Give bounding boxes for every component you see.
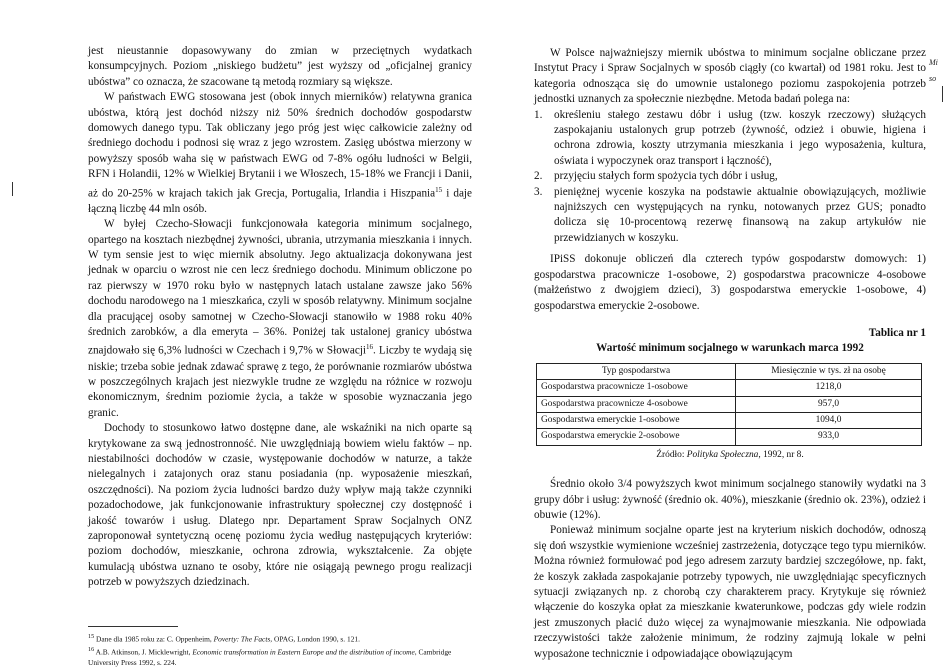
table-row — [537, 412, 922, 428]
header-monthly-value: Miesięcznie w tys. zł na osobę — [736, 363, 922, 379]
right-column — [534, 46, 926, 662]
table-cell: Gospodarstwa emeryckie 1-osobowe — [537, 412, 736, 428]
footnote-ref-16: 16 — [366, 343, 374, 352]
table-cell: Gospodarstwa pracownicze 1-osobowe — [537, 380, 736, 396]
header-household-type: Typ gospodarstwa — [537, 363, 736, 379]
table-header-row — [537, 363, 922, 379]
table-cell: Gospodarstwa pracownicze 4-osobowe — [537, 396, 736, 412]
margin-note-top: Mi — [929, 58, 938, 67]
table-cell: Gospodarstwa emeryckie 2-osobowe — [537, 429, 736, 445]
left-paragraph-1: jest nieustannie dopasowywany do zmian w przeciętnych wydatkach konsumpcyjnych. Poziom „niskiego budżetu” jest wyższy od „oficjalnej granicy ubóstwa” co oznacza, że szacowane tą metodą rozmiary są większe. — [88, 45, 472, 88]
footnote-ref-15: 15 — [435, 185, 443, 194]
table-row — [537, 429, 922, 445]
table-title: Wartość minimum socjalnego w warunkach marca 1992 — [596, 342, 864, 355]
method-list — [534, 108, 926, 247]
right-paragraph-after-table-1: Średnio około 3/4 powyższych kwot minimum socjalnego stanowiły wydatki na 3 grupy dóbr i usług: żywność (średnio ok. 40%), mieszkanie (średnio ok. 23%), odzież i obuwie (12%). — [534, 478, 926, 521]
footnote-15: $^{15}$ Dane dla 1985 roku za: C. Oppenheim, Poverty: The Facts, OPAG, London 1990, s. 121. — [88, 634, 360, 644]
ipiss-paragraph: IPiSS dokonuje obliczeń dla czterech typów gospodarstw domowych: 1) gospodarstwa pracownicze 1-osobowe, 2) gospodarstwa pracownicze 4-osobowe (małżeństwo z dwojgiem dzieci), 3) gospodarstwa emeryckie 1-osobowe, 4) gospodarstwa emeryckie 2-osobowe. — [534, 253, 926, 312]
table-cell: 933,0 — [736, 429, 922, 445]
footnote-16: $^{16}$ A.B. Atkinson, J. Micklewright, Economic transformation in Eastern Europe and the distribution of income, Cambridge University Press 1992, s. 224. — [88, 647, 452, 667]
table-row — [537, 396, 922, 412]
table-cell: 957,0 — [736, 396, 922, 412]
left-paragraph-3: W byłej Czecho-Słowacji funkcjonowała kategoria minimum socjalnego, opartego na kosztach niezbędnej żywności, ubrania, utrzymania mieszkania i innych. W tym sensie jest to więc miernik absolutny. Jego aktualizacja dokonywana jest jednak w oparciu o wzrost nie cen lecz średniego dochodu. Minimum obliczone po raz pierwszy w 1970 roku było w następnych latach ustalane zawsze jako 56% dochodu narodowego na 1 mieszkańca, czyli w sposób relatywny. Minimum socjalne dla pracującej osoby samotnej w Czecho-Słowacji stanowiło w 1988 roku 40% średnich zarobków, a dla emeryta – 36%. Poniżej tak ustalonej granicy ubóstwa znajdowało się 6,3% ludności w Czechach i 9,7% w Słowacji$^{16}$. Liczby te wydają się niskie; trzeba sobie jednak zdawać sprawę z tego, że porównanie rozmiarów ubóstwa w poszczególnych krajach jest niezwykle trudne ze względu na różnice w rozwoju ekonomicznym, średnim poziomie życia, a także w sposobie wyznaczania jego granic. — [88, 218, 472, 419]
list-item: 1. określeniu stałego zestawu dóbr i usług (tzw. koszyk rzeczowy) służących zaspokajaniu ustalonych grup potrzeb (żywność, odzież i obuwie, higiena i ochrona zdrowia, koszty utrzymania mieszkania i jego wyposażenia, kultura, oświata i wypoczynek oraz transport i łączność), — [534, 108, 926, 167]
right-intro-paragraph: W Polsce najważniejszy miernik ubóstwa to minimum socjalne obliczane przez Instytut Pracy i Spraw Socjalnych w sposób ciągły (co kwartał) od 1981 roku. Jest to kategoria odnosząca się do umownie ustalonego poziomu zaspokojenia potrzeb jednostki uznanych za społecznie niezbędne. Metoda badań polega na: — [534, 47, 926, 106]
list-item: 2. przyjęciu stałych form spożycia tych dóbr i usług, — [534, 170, 778, 183]
table-cell: 1218,0 — [736, 380, 922, 396]
list-item: 3. pieniężnej wycenie koszyka na podstawie aktualnie obowiązujących, możliwie najniższych cen występujących na rynku, notowanych przez GUS; ponadto dolicza się 10-procentową rezerwę finansową na zakup artykułów nie przewidzianych w koszyku. — [534, 185, 926, 244]
right-margin-mark — [942, 86, 943, 102]
left-paragraph-4: Dochody to stosunkowo łatwo dostępne dane, ale wskaźniki na nich oparte są krytykowane za swą jednostronność. Nie uwzględniają bowiem wielu faktów – np. niestabilności dochodów w czasie, występowanie dochodów w naturze, a także nielegalnych i zatajonych oraz stanu posiadania (np. wyposażenie mieszkań, oszczędności). Na poziom życia ludności bardzo duży wpływ mają także czynniki pozadochodowe, jak funkcjonowanie infrastruktury społecznej czy dostępność i jakość towarów i usług. Dlatego npr. Departament Spraw Socjalnych ONZ zaproponował syntetyczną ocenę poziomu życia według następujących kryteriów: poziom dochodów, mieszkanie, ochrona zdrowia, wykształcenie. Za objęte kumulacją ubóstwa uznano te osoby, które nie osiągają pewnego progu realizacji potrzeb w powyższych dziedzinach. — [88, 422, 472, 589]
minimum-table — [536, 363, 922, 446]
left-column — [88, 44, 472, 591]
margin-note-bottom: so — [929, 74, 937, 83]
right-page — [474, 0, 947, 670]
footnotes — [88, 632, 472, 669]
table-cell: 1094,0 — [736, 412, 922, 428]
left-margin-mark — [12, 182, 13, 196]
left-paragraph-2: W państwach EWG stosowana jest (obok innych mierników) relatywna granica ubóstwa, którą jest dochód niższy niż 50% średnich dochodów gospodarstw domowych danego typu. Tak obliczany jego próg jest więc całkowicie zależny od średniego dochodu i podnosi się wraz z jego wzrostem. Zasięg ubóstwa mierzony w powyższy sposób waha się w państwach EWG od 7-8% ogółu ludności w Belgii, RFN i Holandii, 12% w Wielkiej Brytanii i we Włoszech, 15-18% we Francji i Danii, aż do 20-25% w krajach takich jak Grecja, Portugalia, Irlandia i Hiszpania$^{15}$ i daje łączną liczbę 44 mln osób. — [88, 91, 472, 215]
table-source: Źródło: Polityka Społeczna, 1992, nr 8. — [656, 449, 804, 460]
right-paragraph-after-table-2: Ponieważ minimum socjalne oparte jest na kryterium niskich dochodów, odnoszą się doń wszystkie wymienione wcześniej zastrzeżenia, dotyczące tego typu mierników. Można również formułować pod jego adresem zarzuty bardziej szczegółowe, np. fakt, że koszyk zakłada zaspokajanie potrzeby typowych, nie uwzględniając specyficznych sytuacji związanych np. z chorobą czy charakterem pracy. Krytykuje się również włączenie do koszyka opłat za mieszkanie kwaterunkowe, podczas gdy wiele rodzin jest zmuszonych płacić dużo więcej za wynajmowanie mieszkania. Nie odpowiada rzeczywistości także założenie minimum, że rodziny zajmują lokale w pełni wyposażone technicznie i odpowiadające obowiązującym — [534, 524, 926, 660]
table-label: Tablica nr 1 — [868, 326, 926, 339]
footnote-divider — [88, 626, 178, 627]
left-page — [0, 0, 470, 670]
table-row — [537, 380, 922, 396]
